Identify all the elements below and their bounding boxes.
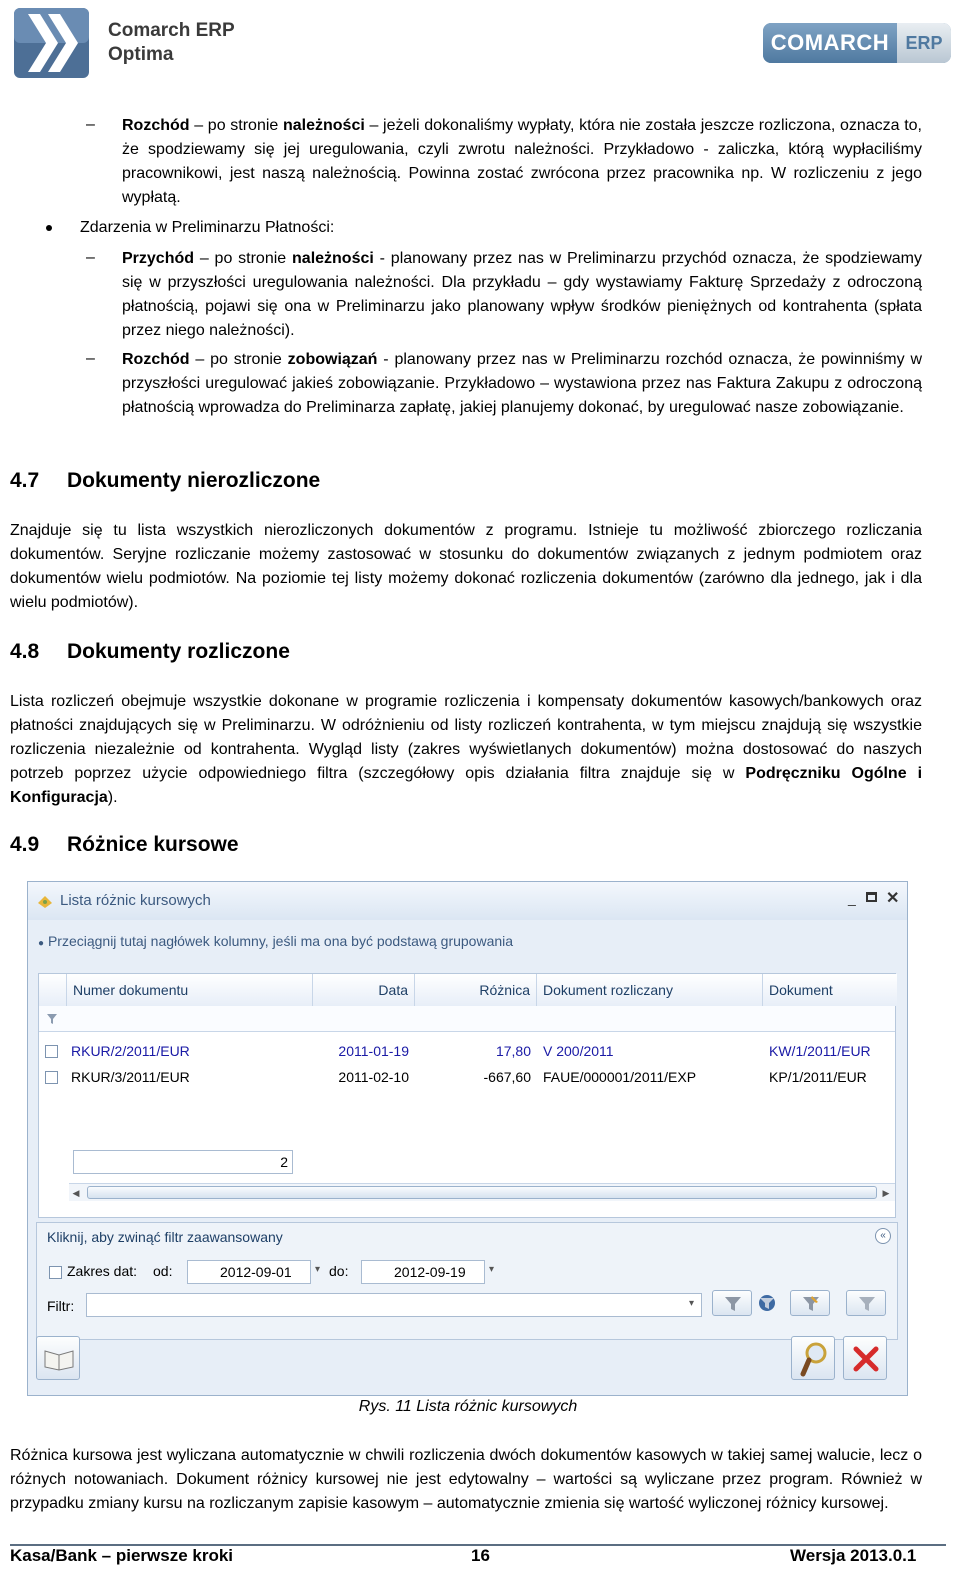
footer-title: Kasa/Bank – pierwsze kroki [10, 1546, 234, 1565]
close-window-button[interactable] [843, 1336, 887, 1380]
constructor-filter-button[interactable] [754, 1290, 780, 1316]
cell-settling-doc: KW/1/2011/EUR [769, 1043, 871, 1059]
text: – po stronie [189, 351, 288, 368]
to-date-field[interactable]: 2012-09-19 [361, 1260, 485, 1284]
grid-corner [39, 974, 67, 1006]
dash-marker: – [86, 116, 95, 133]
to-label: do: [329, 1263, 349, 1279]
filter-label: Filtr: [47, 1298, 75, 1314]
cell-number: RKUR/2/2011/EUR [71, 1043, 190, 1059]
text: ). [107, 789, 118, 806]
filter-toggle-link[interactable]: Kliknij, aby zwinąć filtr zaawansowany [47, 1229, 283, 1245]
cell-date: 2011-02-10 [338, 1069, 409, 1085]
clear-filter-button[interactable] [846, 1290, 886, 1316]
window-icon [36, 894, 54, 910]
group-hint-text: Przeciągnij tutaj nagłówek kolumny, jeśli ma ona być podstawą grupowania [47, 933, 514, 949]
text: - planowany przez nas w Preliminarzu rozchód oznacza, że powinniśmy w przyszłości uregulować jakieś zobowiązanie. Przykładowo – wystawiona przez nas Faktura Zakupu z odroczoną płatnością wprowadza do Preliminarza zapłatę, jakiej planujemy dokonać, by uregulować nasze zobowiązanie. [122, 351, 923, 416]
open-book-button[interactable] [36, 1336, 80, 1380]
minimize-icon[interactable]: _ [848, 890, 856, 906]
horizontal-scrollbar[interactable] [69, 1183, 895, 1201]
cell-settled-doc: FAUE/000001/2011/EXP [543, 1069, 697, 1085]
section-number: 4.9 [10, 833, 40, 856]
page-number: 16 [471, 1546, 490, 1565]
section-title: Różnice kursowe [67, 833, 239, 856]
text: – jeżeli dokonaliśmy wypłaty, która nie została jeszcze rozliczona, oznacza to, że spodziewamy się jej uregulowania, czyli zwrotu należności. Przykładowo - zaliczka, którą wypłaciliśmy pracownikowi, jest naszą należnością. Powinna zostać zwrócona przez pracownika np. W rozliczeniu z jego wypłatą. [122, 117, 922, 206]
bullet-text: Zdarzenia w Preliminarzu Płatności: [80, 219, 335, 236]
window-title: Lista różnic kursowych [60, 892, 211, 909]
collapse-icon[interactable]: « [875, 1228, 891, 1244]
row-checkbox[interactable] [45, 1071, 58, 1084]
date-range-checkbox[interactable] [49, 1266, 62, 1279]
close-icon[interactable]: ✕ [886, 890, 900, 907]
group-hint [38, 933, 513, 949]
column-header-date[interactable]: Data [313, 974, 415, 1006]
text: – po stronie [189, 117, 283, 134]
scroll-right-icon[interactable]: ▶ [882, 1188, 890, 1198]
exchange-differences-window [27, 881, 908, 1396]
cell-settled-doc: V 200/2011 [543, 1043, 614, 1059]
cell-difference: -667,60 [483, 1069, 531, 1085]
table-row[interactable] [39, 1038, 895, 1064]
column-header-settling-doc[interactable]: Dokument [763, 974, 897, 1006]
chevron-down-icon[interactable]: ▾ [489, 1264, 495, 1275]
advanced-filter-panel [36, 1222, 898, 1340]
globe-filter-icon [757, 1293, 777, 1313]
rozchod2-paragraph [122, 348, 922, 420]
przychod-paragraph [122, 247, 922, 343]
dash-marker: – [86, 350, 95, 367]
term: zobowiązań [287, 351, 378, 368]
dash-marker: – [86, 249, 95, 266]
comarch-logo [763, 23, 951, 63]
book-icon [43, 1345, 75, 1371]
manual-reference: Podręczniku Ogólne i Konfiguracja [10, 765, 923, 806]
brand-line-2: Optima [108, 44, 174, 65]
comarch-logo-text: COMARCH [763, 23, 897, 63]
funnel-icon [724, 1296, 742, 1312]
window-titlebar [28, 882, 907, 920]
from-label: od: [153, 1263, 173, 1279]
column-header-number[interactable]: Numer dokumentu [67, 974, 313, 1006]
term: Rozchód [122, 117, 190, 134]
section-number: 4.7 [10, 469, 40, 492]
edit-filter-button[interactable] [790, 1290, 830, 1316]
chevron-down-icon[interactable]: ▾ [315, 1264, 321, 1275]
table-row[interactable] [39, 1064, 895, 1090]
bullet-icon: ● [38, 938, 45, 949]
close-x-icon [852, 1345, 880, 1373]
page-header [0, 0, 960, 90]
row-checkbox[interactable] [45, 1045, 58, 1058]
scroll-left-icon[interactable]: ◀ [72, 1188, 80, 1198]
date-range-label: Zakres dat: [67, 1263, 138, 1279]
closing-paragraph: Różnica kursowa jest wyliczana automatycznie w chwili rozliczenia dwóch dokumentów kasowych w takiej samej walucie, lecz o różnych notowaniach. Dokument różnicy kursowej nie jest edytowalny – wartości są wyliczane przez program. Również w przypadku zmiany kursu na rozliczanym zapisie kasowym – automatycznie zmienia się wartość wyliczonej różnicy kursowej. [10, 1447, 922, 1512]
column-header-settled-doc[interactable]: Dokument rozliczany [537, 974, 763, 1006]
bullet-icon [46, 225, 52, 231]
section-text [10, 690, 922, 810]
section-title: Dokumenty rozliczone [67, 640, 290, 663]
preview-button[interactable] [791, 1336, 835, 1380]
text: – po stronie [194, 250, 293, 267]
row-count: 2 [73, 1150, 293, 1174]
cell-number: RKUR/3/2011/EUR [71, 1069, 190, 1085]
term: Rozchód [122, 351, 190, 368]
cell-date: 2011-01-19 [338, 1043, 409, 1059]
apply-filter-button[interactable] [712, 1290, 752, 1316]
text: - planowany przez nas w Preliminarzu przychód oznacza, że spodziewamy się w przyszłości uregulowania należności. Dla przykładu – gdy wystawiamy Fakturę Sprzedaży z odroczoną płatnością, pojawi się ona w Preliminarzu jako planowany wpływ środków pieniężnych od kontrahenta (spłata przez niego należności). [122, 250, 923, 339]
term: należności [282, 117, 365, 134]
brand-line-1: Comarch ERP [108, 20, 235, 41]
footer-version: Wersja 2013.0.1 [790, 1546, 917, 1565]
magnifier-icon [800, 1341, 828, 1377]
data-grid [38, 973, 896, 1218]
filter-icon [46, 1013, 58, 1025]
funnel-clear-icon [858, 1296, 876, 1312]
term: Przychód [122, 250, 195, 267]
maximize-icon[interactable] [866, 892, 877, 902]
chevron-down-icon: ▾ [689, 1298, 695, 1309]
from-date-field[interactable]: 2012-09-01 [187, 1260, 311, 1284]
term: należności [292, 250, 374, 267]
cell-difference: 17,80 [495, 1043, 531, 1059]
section-title: Dokumenty nierozliczone [67, 469, 321, 492]
section-text: Znajduje się tu lista wszystkich nierozliczonych dokumentów z programu. Istnieje tu możliwość zbiorczego rozliczania dokumentów. Seryjne rozliczanie możemy zastosować w stosunku do dokumentów związanych z jednym podmiotem oraz dokumentów wielu podmiotów. Na poziomie tej listy możemy dokonać rozliczenia dokumentów (zarówno dla jednego, jak i dla wielu podmiotów). [10, 522, 922, 611]
comarch-erp-optima-logo-icon [14, 8, 89, 78]
scroll-thumb[interactable] [87, 1186, 877, 1199]
section-number: 4.8 [10, 640, 40, 663]
figure-caption: Rys. 11 Lista różnic kursowych [358, 1398, 578, 1415]
cell-settling-doc: KP/1/2011/EUR [769, 1069, 867, 1085]
rozchod-paragraph [122, 114, 922, 210]
text: Lista rozliczeń obejmuje wszystkie dokonane w programie rozliczenia i kompensaty dokumentów kasowych/bankowych oraz płatności znajdujących się w Preliminarzu. W odróżnieniu od listy rozliczeń kontrahenta, w tym miejscu znajdują się wszystkie rozliczenia niezależnie od kontrahenta. Wygląd listy (zakres wyświetlanych dokumentów) można dostosować do naszych potrzeb poprzez użycie odpowiedniego filtra (szczegółowy opis działania filtra znajduje się w [10, 693, 922, 782]
erp-logo-text: ERP [897, 23, 951, 63]
filter-row[interactable] [39, 1006, 895, 1032]
funnel-edit-icon [802, 1295, 820, 1313]
column-header-difference[interactable]: Różnica [415, 974, 537, 1006]
filter-input[interactable] [86, 1293, 702, 1317]
